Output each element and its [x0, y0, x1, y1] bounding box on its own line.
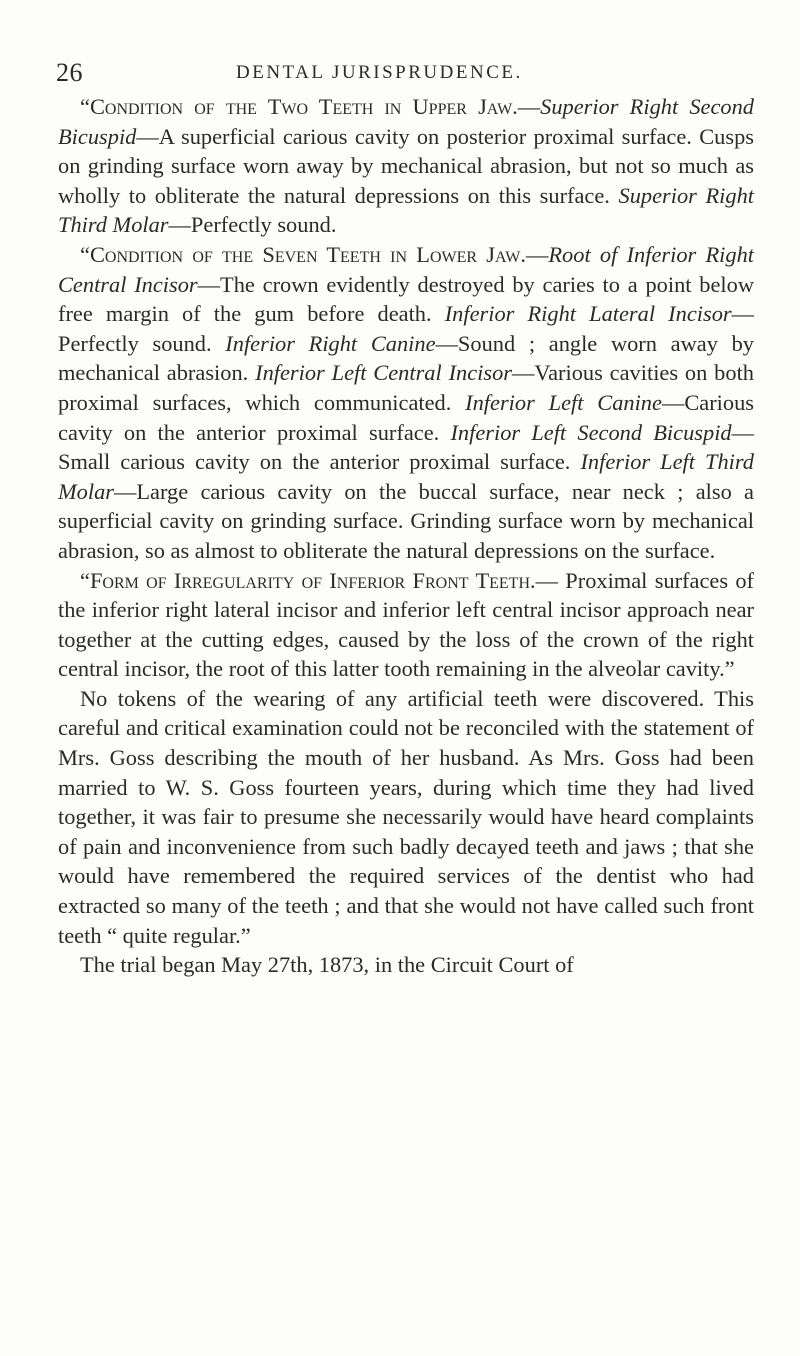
paragraph-lower-jaw: [58, 240, 754, 566]
tooth-name: Inferior Right Lateral Incisor: [444, 301, 732, 327]
section-heading-irregularity: Form of Irregularity of Inferior Front Teeth.: [89, 567, 536, 593]
tooth-name: Superior Right Second Bicuspid: [58, 94, 754, 149]
tooth-description: —Large carious cavity on the buccal surface, near neck ; also a superficial cavity on grinding surface. Grinding surface worn by mechanical abrasion, so as almost to obliterate the natural depressions on the surface.: [58, 478, 754, 563]
paragraph-trial: [58, 950, 754, 980]
tooth-name: Inferior Left Central Incisor: [255, 360, 513, 386]
page-number: 26: [56, 58, 83, 87]
tooth-description: —Small carious cavity on the anterior proximal surface.: [58, 419, 754, 475]
tooth-description: —Various cavities on both proximal surfaces, which communicated.: [58, 360, 754, 415]
paragraph-text: The trial began May 27th, 1873, in the Circuit Court of: [80, 952, 574, 978]
body-text: [58, 92, 754, 980]
tooth-description: —A superficial carious cavity on posterior proximal surface. Cusps on grinding surface worn away by mechanical abrasion, but not so much as wholly to obliterate the natural depressions on this surface.: [58, 123, 754, 208]
paragraph-irregularity: [58, 566, 754, 684]
tooth-description: —Sound ; angle worn away by mechanical abrasion.: [58, 330, 754, 386]
dash: —: [525, 241, 549, 267]
section-heading-lower-jaw: Condition of the Seven Teeth in Lower Jaw.: [89, 241, 526, 267]
open-quote: “: [80, 567, 90, 593]
paragraph-upper-jaw: [58, 92, 754, 240]
tooth-description: —The crown evidently destroyed by caries to a point below free margin of the gum before death.: [58, 271, 754, 327]
tooth-name: Inferior Right Canine: [225, 330, 436, 356]
running-head: [56, 58, 756, 88]
irregularity-description: — Proximal surfaces of the inferior right lateral incisor and inferior left central incisor approach near together at the cutting edges, caused by the loss of the crown of the right central incisor, the root of this latter tooth remaining in the alveolar cavity.”: [58, 567, 754, 682]
tooth-name: Root of Inferior Right Central Incisor: [58, 241, 754, 297]
open-quote: “: [80, 241, 90, 267]
paragraph-no-artificial-teeth: [58, 684, 754, 950]
dash: —: [517, 94, 541, 119]
paragraph-text: No tokens of the wearing of any artificial teeth were discovered. This careful and critical examination could not be reconciled with the statement of Mrs. Goss describing the mouth of her husband. As Mrs. Goss had been married to W. S. Goss fourteen years, during which time they had lived together, it was fair to presume she necessarily would have heard complaints of pain and inconvenience from such badly decayed teeth and jaws ; that she would have remembered the required services of the dentist who had extracted so many of the teeth ; and that she would not have called such front teeth “ quite regular.”: [58, 685, 754, 948]
tooth-name: Inferior Left Third Molar: [58, 449, 754, 504]
section-heading-upper-jaw: Condition of the Two Teeth in Upper Jaw.: [89, 94, 518, 119]
tooth-description: —Perfectly sound.: [58, 301, 754, 356]
tooth-name: Inferior Left Second Bicuspid: [450, 419, 732, 445]
tooth-name: Inferior Left Canine: [465, 389, 662, 415]
open-quote: “: [80, 94, 90, 119]
running-title: DENTAL JURISPRUDENCE.: [236, 62, 523, 83]
tooth-name: Superior Right Third Molar: [58, 182, 754, 238]
tooth-description: —Carious cavity on the anterior proximal surface.: [58, 389, 754, 445]
tooth-description: —Perfectly sound.: [168, 212, 337, 238]
